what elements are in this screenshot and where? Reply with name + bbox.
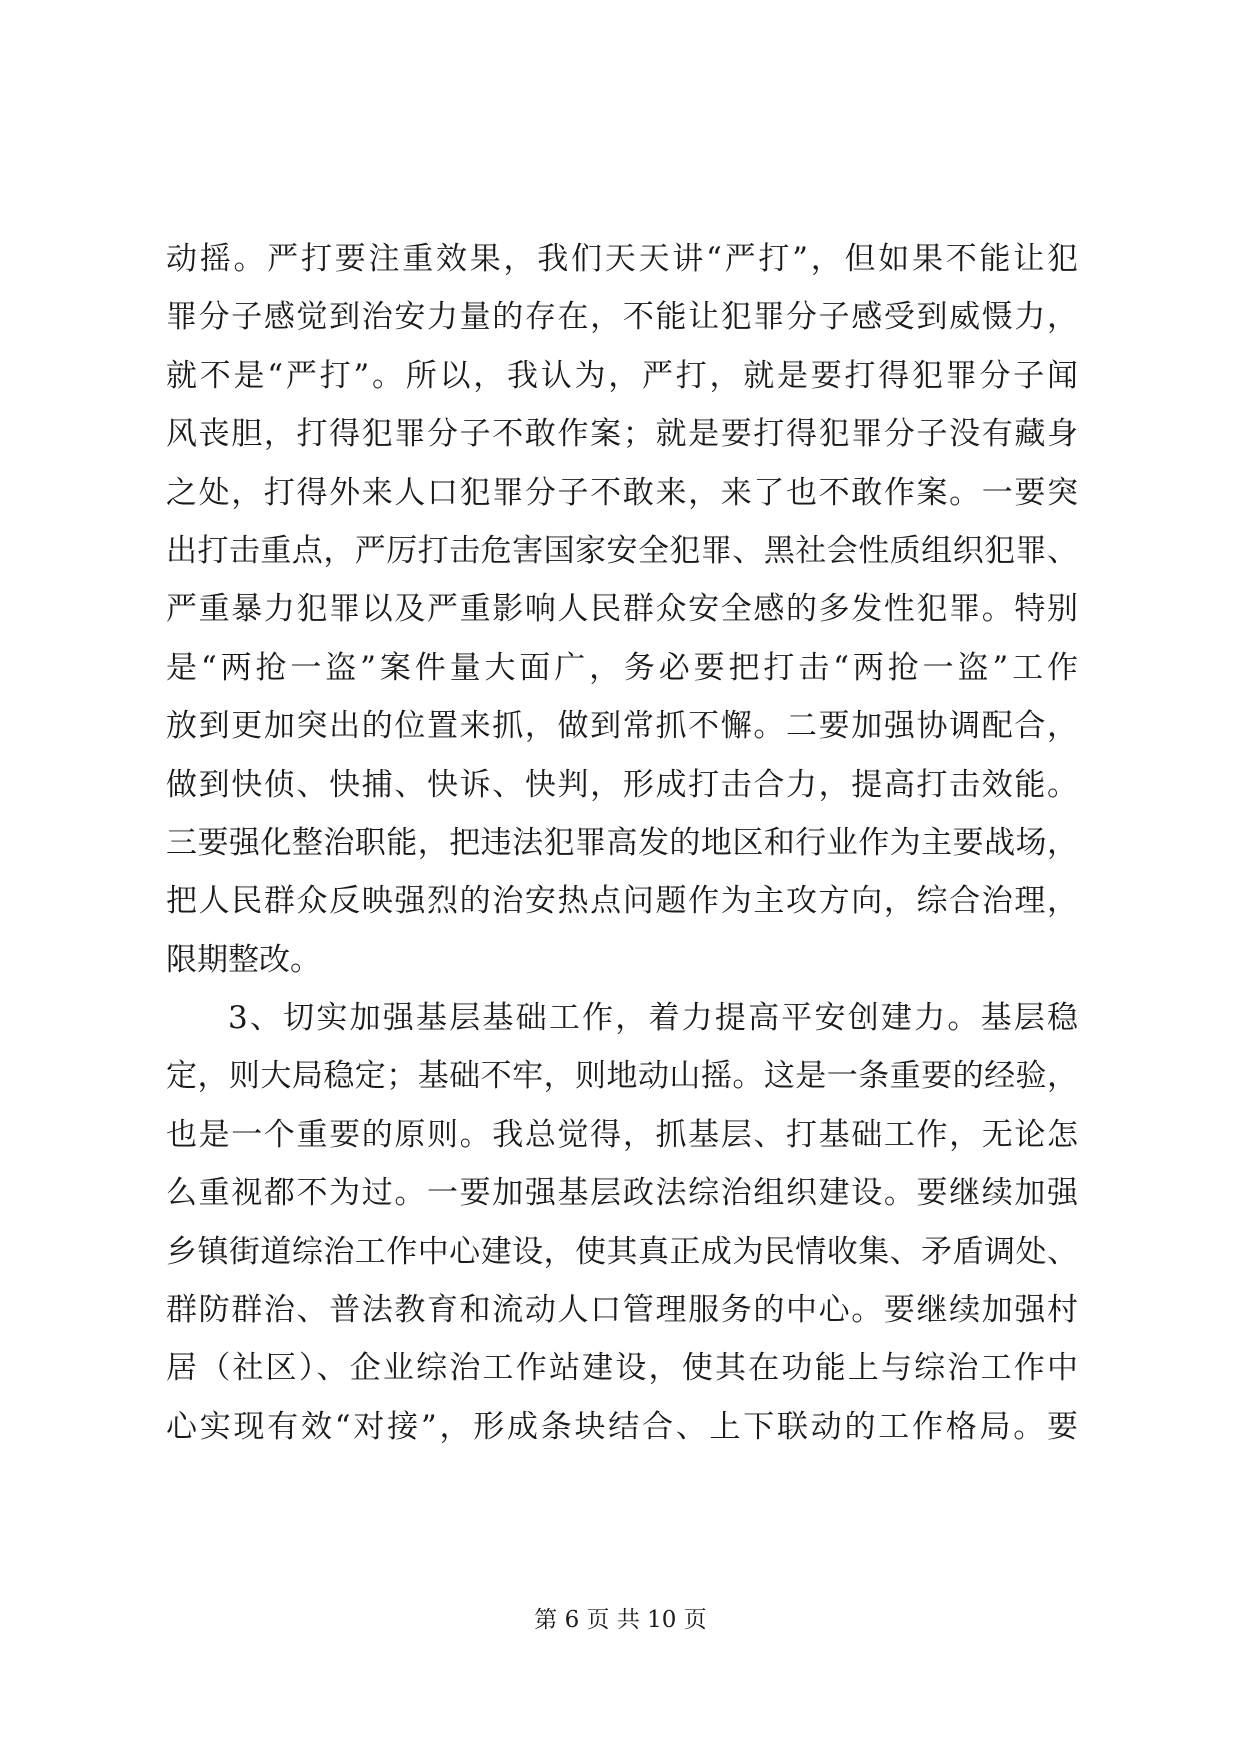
paragraph-last-line: 限期整改。 xyxy=(166,941,321,978)
text-line: 乡镇街道综治工作中心建设，使其真正成为民情收集、矛盾调处、 xyxy=(166,1233,1078,1270)
text-line: 之处，打得外来人口犯罪分子不敢来，来了也不敢作案。一要突 xyxy=(166,474,1078,511)
text-line: 把人民群众反映强烈的治安热点问题作为主攻方向，综合治理， xyxy=(166,883,1078,920)
text-line: 么重视都不为过。一要加强基层政法综治组织建设。要继续加强 xyxy=(166,1175,1078,1212)
text-line: 做到快侦、快捕、快诉、快判，形成打击合力，提高打击效能。 xyxy=(166,766,1078,803)
text-line: 群防群治、普法教育和流动人口管理服务的中心。要继续加强村 xyxy=(166,1292,1078,1329)
paragraph-first-line: 3、切实加强基层基础工作，着力提高平安创建力。基层稳 xyxy=(228,1000,1078,1037)
text-line: 三要强化整治职能，把违法犯罪高发的地区和行业作为主要战场， xyxy=(166,824,1078,861)
text-line: 严重暴力犯罪以及严重影响人民群众安全感的多发性犯罪。特别 xyxy=(166,591,1078,628)
text-line: 心实现有效“对接”，形成条块结合、上下联动的工作格局。要 xyxy=(166,1408,1078,1445)
text-line: 也是一个重要的原则。我总觉得，抓基层、打基础工作，无论怎 xyxy=(166,1116,1078,1153)
text-line: 放到更加突出的位置来抓，做到常抓不懈。二要加强协调配合， xyxy=(166,708,1078,745)
text-line: 居（社区）、企业综治工作站建设，使其在功能上与综治工作中 xyxy=(166,1350,1078,1387)
page-number-footer: 第 6 页 共 10 页 xyxy=(534,1607,707,1633)
text-line: 罪分子感觉到治安力量的存在，不能让犯罪分子感受到威慑力， xyxy=(166,299,1078,336)
text-line: 出打击重点，严厉打击危害国家安全犯罪、黑社会性质组织犯罪、 xyxy=(166,532,1078,569)
text-line: 是“两抢一盗”案件量大面广，务必要把打击“两抢一盗”工作 xyxy=(166,649,1078,686)
body-text xyxy=(166,230,1078,1456)
text-line: 动摇。严打要注重效果，我们天天讲“严打”，但如果不能让犯 xyxy=(166,241,1078,277)
text-line: 就不是“严打”。所以，我认为，严打，就是要打得犯罪分子闻 xyxy=(166,357,1078,394)
text-line: 定，则大局稳定；基础不牢，则地动山摇。这是一条重要的经验， xyxy=(166,1058,1078,1095)
text-line: 风丧胆，打得犯罪分子不敢作案；就是要打得犯罪分子没有藏身 xyxy=(166,416,1078,453)
